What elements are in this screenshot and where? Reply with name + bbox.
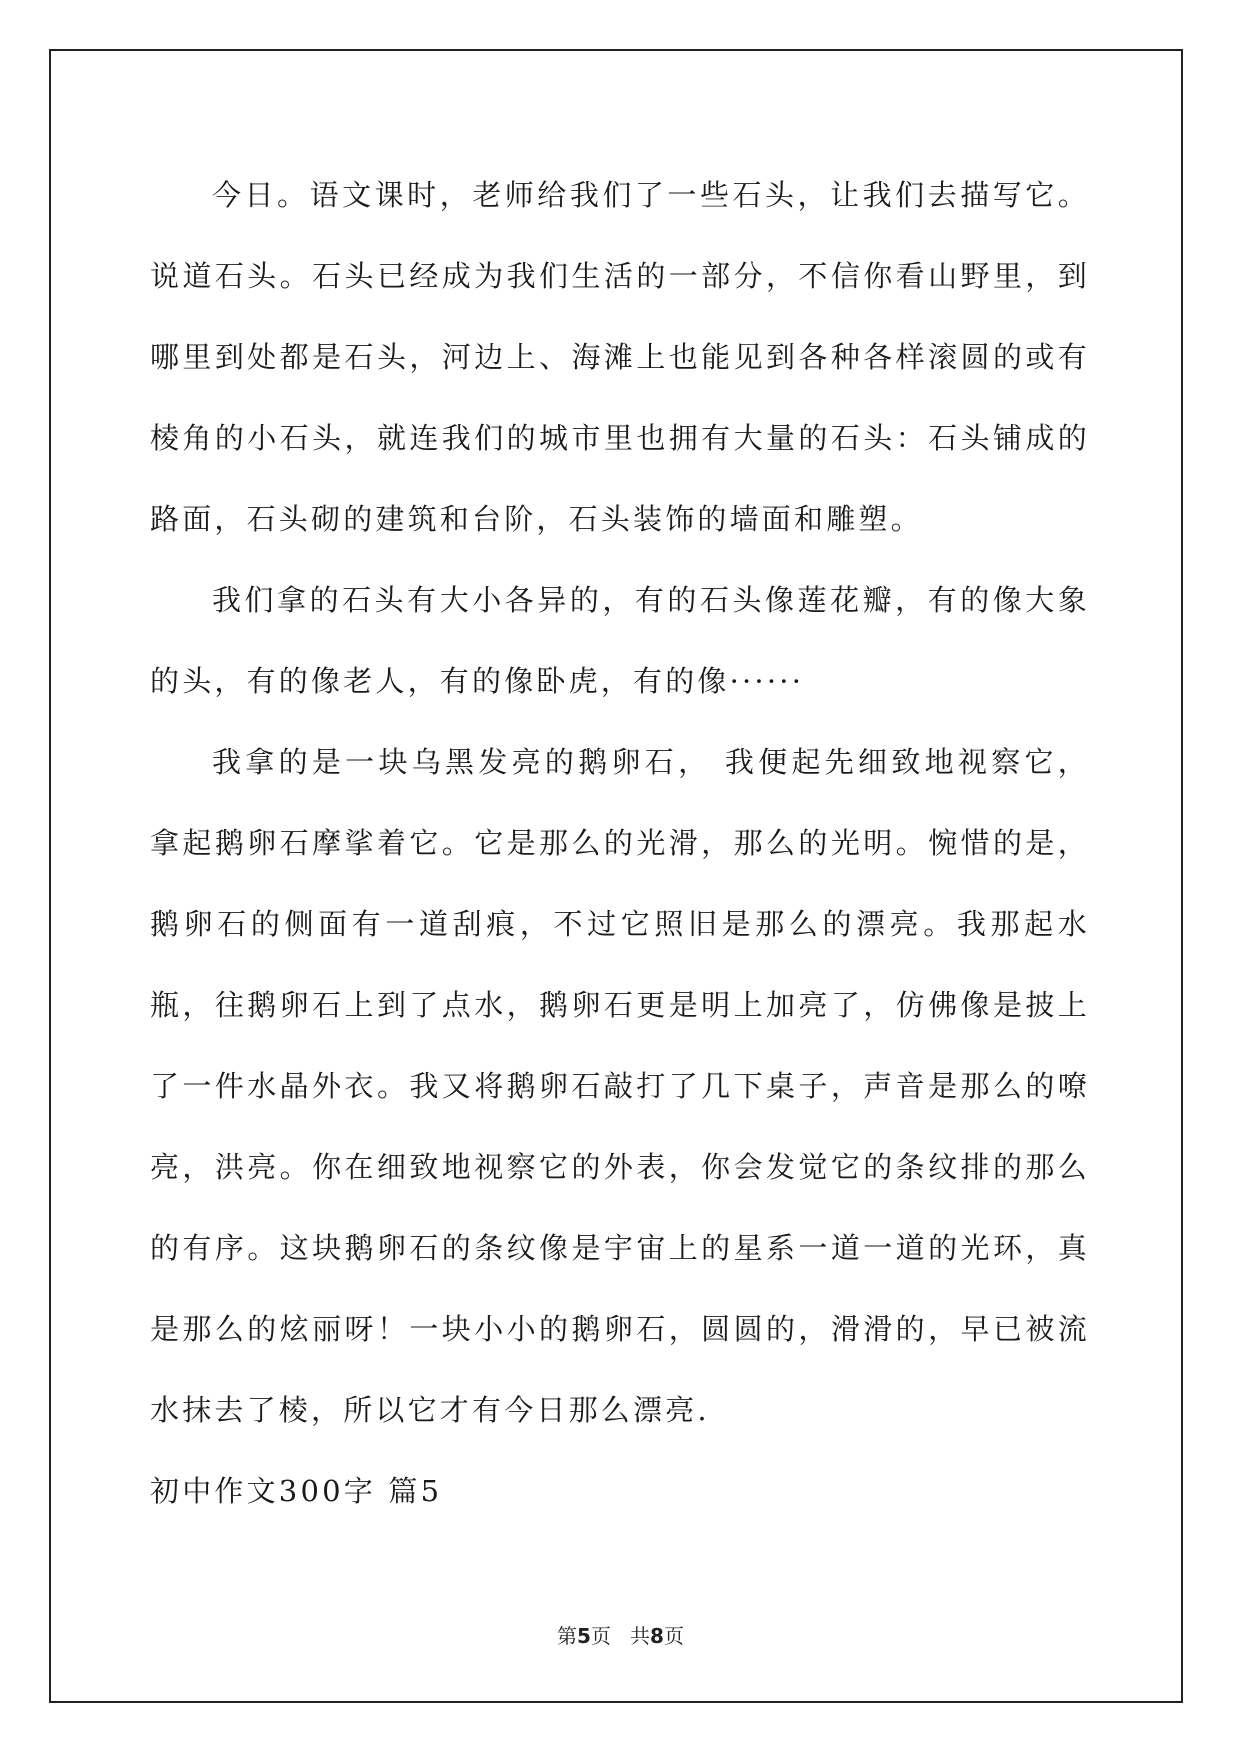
page-prefix: 第: [557, 1624, 578, 1648]
paragraph-2: 我们拿的石头有大小各异的，有的石头像莲花瓣，有的像大象的头，有的像老人，有的像卧虎，有的像······: [150, 583, 1090, 698]
paragraph-1: 今日。语文课时，老师给我们了一些石头，让我们去描写它。说道石头。石头已经成为我们生活的一部分，不信你看山野里，到哪里到处都是石头，河边上、海滩上也能见到各种各样滚圆的或有棱角的小石头，就连我们的城市里也拥有大量的石头：石头铺成的路面，石头砌的建筑和台阶，石头装饰的墙面和雕塑。: [150, 178, 1090, 536]
document-body: [150, 155, 1090, 1532]
page-number: 5: [577, 1624, 591, 1648]
total-suffix: 页: [663, 1624, 684, 1648]
total-pages: 8: [650, 1624, 664, 1648]
page-suffix: 页: [590, 1624, 611, 1648]
page-footer: [0, 1620, 1241, 1649]
paragraph-3: 我拿的是一块乌黑发亮的鹅卵石， 我便起先细致地视察它，拿起鹅卵石摩挲着它。它是那么的光滑，那么的光明。惋惜的是，鹅卵石的侧面有一道刮痕，不过它照旧是那么的漂亮。我那起水瓶，往鹅卵石上到了点水，鹅卵石更是明上加亮了，仿佛像是披上了一件水晶外衣。我又将鹅卵石敲打了几下桌子，声音是那么的嘹亮，洪亮。你在细致地视察它的外表，你会发觉它的条纹排的那么的有序。这块鹅卵石的条纹像是宇宙上的星系一道一道的光环，真是那么的炫丽呀！一块小小的鹅卵石，圆圆的，滑滑的，早已被流水抹去了棱，所以它才有今日那么漂亮.: [150, 745, 1090, 1427]
section-heading: 初中作文300字 篇5: [150, 1474, 443, 1508]
total-prefix: 共: [630, 1624, 651, 1648]
